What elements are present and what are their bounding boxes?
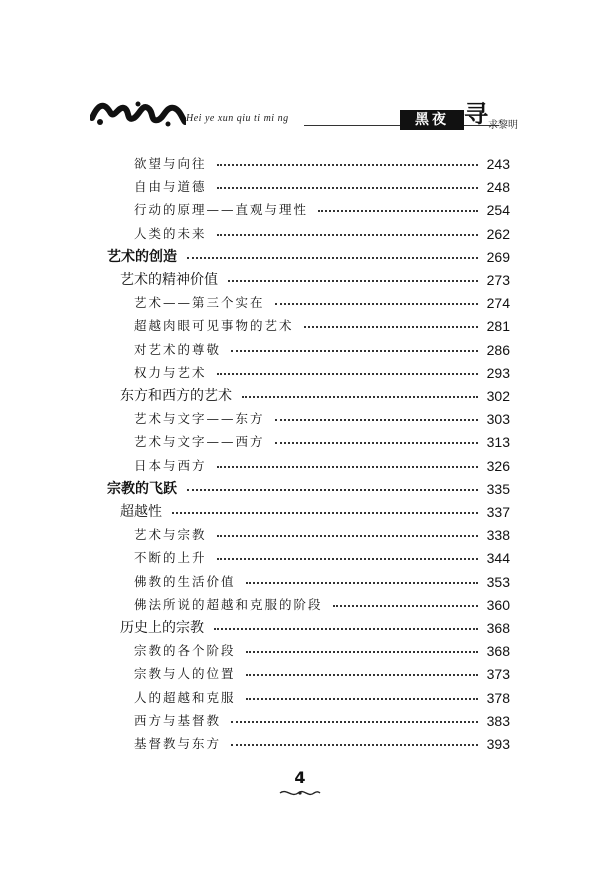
toc-section-row[interactable]: [0, 687, 600, 709]
toc-leader-dots: [217, 466, 478, 468]
toc-entry-page: 368: [486, 643, 510, 660]
toc-leader-dots: [275, 442, 478, 444]
toc-entry-page: 335: [486, 480, 510, 497]
toc-entry-page: 360: [486, 596, 510, 613]
toc-leader-dots: [242, 396, 478, 398]
toc-entry-title: 艺术——第三个实在: [134, 295, 265, 311]
toc-entry-title: 超越性: [120, 504, 162, 520]
toc-entry-title: 超越肉眼可见事物的艺术: [134, 318, 294, 334]
toc-section-row[interactable]: [0, 547, 600, 569]
header-brand-tail: 求黎明: [488, 120, 518, 131]
toc-leader-dots: [217, 187, 478, 189]
toc-leader-dots: [275, 303, 478, 305]
toc-section-row[interactable]: [0, 710, 600, 732]
toc-entry-page: 313: [486, 434, 510, 451]
toc-entry-page: 248: [486, 179, 510, 196]
toc-leader-dots: [228, 280, 478, 282]
toc-section-row[interactable]: [0, 153, 600, 175]
toc-entry-title: 艺术与文字——东方: [134, 411, 265, 427]
toc-entry-page: 286: [486, 341, 510, 358]
toc-entry-page: 303: [486, 411, 510, 428]
toc-section-row[interactable]: [0, 663, 600, 685]
toc-entry-title: 宗教的飞跃: [107, 480, 177, 497]
toc-chapter-row[interactable]: [0, 385, 600, 407]
toc-leader-dots: [246, 674, 478, 676]
toc-leader-dots: [214, 628, 478, 630]
header-subtitle: Hei ye xun qiu ti mi ng: [186, 113, 289, 124]
toc-leader-dots: [231, 721, 478, 723]
toc-leader-dots: [246, 698, 478, 700]
toc-entry-title: 艺术的精神价值: [120, 272, 218, 288]
toc-entry-title: 历史上的宗教: [120, 620, 204, 636]
toc-entry-title: 艺术与文字——西方: [134, 434, 265, 450]
toc-chapter-row[interactable]: [0, 617, 600, 639]
toc-leader-dots: [231, 744, 478, 746]
toc-entry-page: 337: [486, 504, 510, 520]
toc-section-row[interactable]: [0, 524, 600, 546]
toc-entry-page: 368: [486, 620, 510, 636]
toc-entry-page: 243: [486, 156, 510, 172]
toc-section-row[interactable]: [0, 339, 600, 361]
toc-section-row[interactable]: [0, 315, 600, 337]
toc-entry-page: 326: [486, 457, 510, 474]
toc-entry-title: 宗教的各个阶段: [134, 643, 236, 659]
toc-entry-title: 不断的上升: [134, 550, 207, 566]
toc-leader-dots: [275, 419, 478, 421]
toc-leader-dots: [172, 512, 478, 514]
toc-entry-title: 日本与西方: [134, 457, 207, 473]
toc-entry-title: 人的超越和克服: [134, 689, 236, 705]
toc-entry-title: 东方和西方的艺术: [120, 388, 232, 404]
toc-leader-dots: [246, 582, 478, 584]
toc-leader-dots: [187, 489, 478, 491]
toc-section-row[interactable]: [0, 733, 600, 755]
toc-section-row[interactable]: [0, 223, 600, 245]
toc-section-row[interactable]: [0, 594, 600, 616]
toc-entry-title: 权力与艺术: [134, 364, 207, 380]
toc-leader-dots: [217, 164, 478, 166]
toc-section-row[interactable]: [0, 199, 600, 221]
toc-leader-dots: [217, 535, 478, 537]
toc-entry-title: 欲望与向往: [134, 156, 207, 171]
toc-entry-page: 373: [486, 666, 510, 683]
running-header: [90, 96, 530, 136]
toc-leader-dots: [333, 605, 478, 607]
toc-entry-page: 393: [486, 736, 510, 752]
toc-section-row[interactable]: [0, 431, 600, 453]
toc-leader-dots: [217, 234, 478, 236]
toc-entry-title: 行动的原理——直观与理性: [134, 202, 309, 218]
toc-entry-title: 人类的未来: [134, 225, 207, 241]
toc-leader-dots: [217, 558, 478, 560]
toc-entry-page: 269: [486, 248, 510, 265]
toc-leader-dots: [318, 210, 478, 212]
toc-entry-title: 佛法所说的超越和克服的阶段: [134, 596, 323, 612]
toc-entry-page: 378: [486, 689, 510, 706]
toc-leader-dots: [246, 651, 478, 653]
toc-entry-page: 262: [486, 225, 510, 242]
page-number: 4: [294, 768, 306, 787]
ornament-icon: [278, 788, 322, 798]
toc-section-row[interactable]: [0, 571, 600, 593]
toc-entry-title: 基督教与东方: [134, 736, 222, 751]
toc-entry-title: 对艺术的尊敬: [134, 341, 222, 357]
toc-chapter-row[interactable]: [0, 501, 600, 523]
toc-section-row[interactable]: [0, 455, 600, 477]
toc-entry-title: 艺术的创造: [107, 248, 177, 265]
brush-logo-icon: [90, 98, 186, 128]
toc-leader-dots: [304, 326, 478, 328]
toc-entry-page: 274: [486, 295, 510, 312]
toc-entry-title: 自由与道德: [134, 179, 207, 195]
page-footer: [270, 768, 330, 802]
toc-leader-dots: [231, 350, 478, 352]
toc-part-row[interactable]: [0, 246, 600, 268]
toc-entry-page: 383: [486, 712, 510, 729]
toc-section-row[interactable]: [0, 640, 600, 662]
toc-entry-page: 254: [486, 202, 510, 219]
toc-entry-page: 293: [486, 364, 510, 381]
toc-entry-page: 302: [486, 388, 510, 404]
toc-part-row[interactable]: [0, 478, 600, 500]
toc-entry-title: 西方与基督教: [134, 712, 222, 728]
toc-section-row[interactable]: [0, 408, 600, 430]
toc-section-row[interactable]: [0, 292, 600, 314]
toc-entry-page: 338: [486, 527, 510, 544]
toc-section-row[interactable]: [0, 176, 600, 198]
header-brand-glyph: 寻: [464, 100, 488, 128]
toc-leader-dots: [187, 257, 478, 259]
toc-section-row[interactable]: [0, 362, 600, 384]
toc-leader-dots: [217, 373, 478, 375]
toc-entry-page: 273: [486, 272, 510, 288]
toc-entry-page: 281: [486, 318, 510, 335]
toc-chapter-row[interactable]: [0, 269, 600, 291]
toc-entry-title: 艺术与宗教: [134, 527, 207, 543]
toc-entry-page: 353: [486, 573, 510, 590]
toc-entry-page: 344: [486, 550, 510, 567]
header-brand-box: 黑夜: [400, 110, 464, 130]
toc-entry-title: 宗教与人的位置: [134, 666, 236, 682]
toc-entry-title: 佛教的生活价值: [134, 573, 236, 589]
